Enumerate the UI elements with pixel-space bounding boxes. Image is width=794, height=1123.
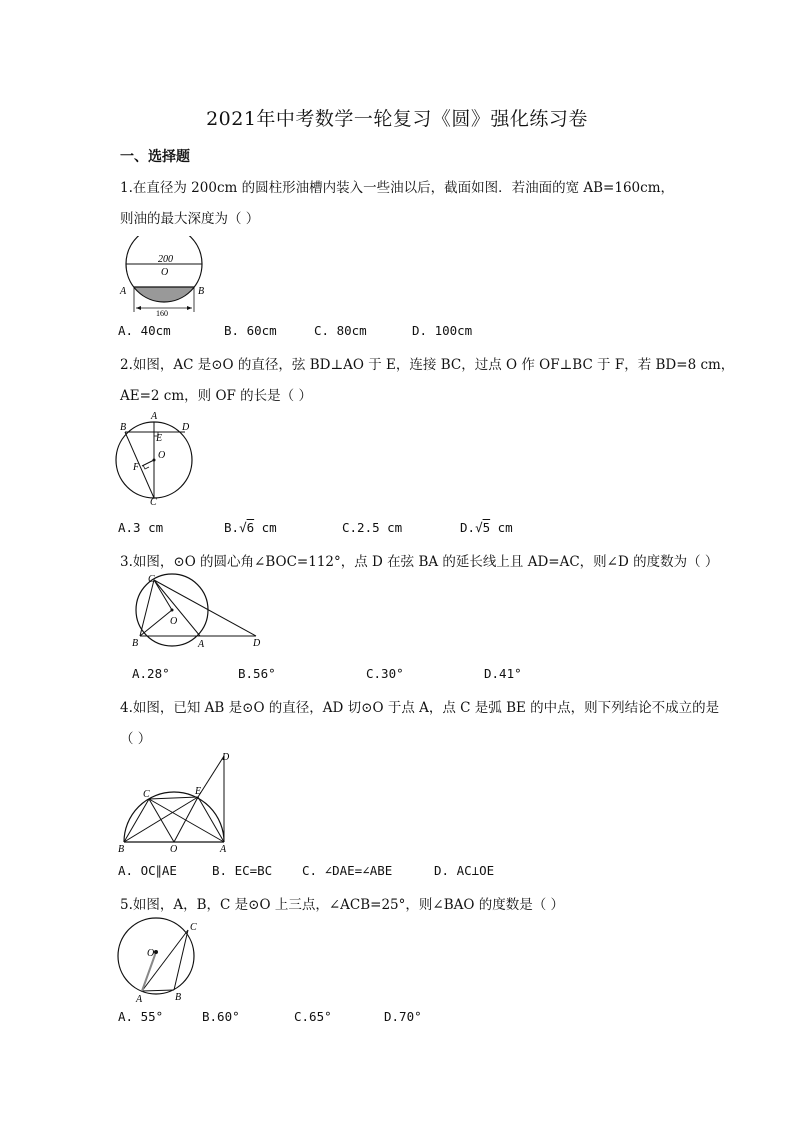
segment-ce — [149, 797, 198, 799]
q5-option-c[interactable]: C.65° — [294, 1009, 332, 1024]
segment-ab — [142, 990, 174, 991]
label-chord: 160 — [156, 309, 168, 318]
question-2-stem-line1: 2.如图，AC 是⊙O 的直径，弦 BD⊥AO 于 E，连接 BC，过点 O 作 OF⊥BC 于 F，若 BD=8 cm， — [120, 357, 735, 373]
circle-o — [118, 918, 194, 994]
label-d: D — [222, 752, 230, 763]
q1-option-d[interactable]: D. 100cm — [412, 323, 473, 338]
q1-option-a[interactable]: A. 40cm — [118, 323, 171, 338]
q5-option-b[interactable]: B.60° — [202, 1009, 240, 1024]
q4-option-a[interactable]: A. OC∥AE — [118, 863, 177, 878]
q2-option-a[interactable]: A.3 cm — [118, 520, 164, 535]
label-o: O — [170, 844, 178, 854]
page-title: 2021年中考数学一轮复习《圆》强化练习卷 — [206, 108, 588, 130]
label-e: E — [156, 433, 163, 444]
label-c: C — [150, 497, 157, 506]
segment-co — [149, 799, 174, 842]
label-c: C — [148, 574, 155, 585]
question-2-figure — [112, 408, 202, 506]
label-o: O — [158, 450, 166, 461]
label-b: B — [198, 286, 205, 297]
question-3-stem: 3.如图，⊙O 的圆心角∠BOC=112°，点 D 在弦 BA 的延长线上且 AD=AC，则∠D 的度数为（ ） — [120, 554, 719, 570]
label-d: D — [253, 638, 261, 649]
q1-option-c[interactable]: C. 80cm — [314, 323, 367, 338]
question-1-stem-line1: 1.在直径为 200cm 的圆柱形油槽内装入一些油以后，截面如图．若油面的宽 AB=160cm， — [120, 180, 674, 196]
label-f: F — [133, 462, 140, 473]
segment-cb — [140, 580, 154, 636]
question-4-stem-line1: 4.如图，已知 AB 是⊙O 的直径，AD 切⊙O 于点 A，点 C 是弧 BE 的中点，则下列结论不成立的是 — [120, 700, 720, 716]
label-a: A — [136, 994, 143, 1005]
question-5-figure — [114, 914, 204, 1006]
section-heading: 一、选择题 — [120, 149, 190, 165]
question-2-stem-line2: AE=2 cm，则 OF 的长是（ ） — [120, 388, 312, 404]
label-diameter: 200 — [158, 254, 173, 265]
q2-option-c[interactable]: C.2.5 cm — [342, 520, 403, 535]
q5-option-d[interactable]: D.70° — [384, 1009, 422, 1024]
segment-de — [198, 756, 224, 797]
label-c: C — [190, 922, 197, 933]
label-a: A — [151, 411, 158, 422]
question-4-stem-line2: （ ） — [120, 731, 152, 747]
question-1-figure — [118, 236, 210, 318]
q3-option-d[interactable]: D.41° — [484, 666, 522, 681]
segment-cd — [154, 580, 256, 636]
label-o: O — [170, 616, 178, 627]
oil-region — [134, 287, 194, 302]
label-b: B — [120, 422, 127, 433]
q3-option-b[interactable]: B.56° — [238, 666, 276, 681]
q3-option-c[interactable]: C.30° — [366, 666, 404, 681]
q4-option-d[interactable]: D. AC⊥OE — [434, 863, 495, 878]
label-center: O — [161, 267, 169, 278]
label-e: E — [195, 786, 202, 797]
segment-bc — [125, 432, 154, 498]
label-a: A — [120, 286, 127, 297]
q2-option-b[interactable]: B.√6 cm — [224, 520, 277, 535]
segment-bc — [124, 799, 149, 842]
question-1-stem-line2: 则油的最大深度为（ ） — [120, 211, 260, 227]
label-c: C — [143, 789, 150, 800]
label-a: A — [198, 639, 205, 650]
label-o: O — [147, 948, 155, 959]
label-d: D — [182, 422, 190, 433]
segment-ca — [154, 580, 200, 636]
question-4-figure — [114, 750, 234, 854]
question-5-stem: 5.如图，A，B，C 是⊙O 上三点，∠ACB=25°，则∠BAO 的度数是（ ） — [120, 897, 565, 913]
q4-option-c[interactable]: C. ∠DAE=∠ABE — [302, 863, 393, 878]
q5-option-a[interactable]: A. 55° — [118, 1009, 164, 1024]
label-b: B — [118, 844, 125, 854]
label-b: B — [175, 992, 182, 1003]
q3-option-a[interactable]: A.28° — [132, 666, 170, 681]
q2-option-d[interactable]: D.√5 cm — [460, 520, 513, 535]
q1-option-b[interactable]: B. 60cm — [224, 323, 277, 338]
label-b: B — [132, 638, 139, 649]
question-3-figure — [128, 572, 268, 652]
segment-ea — [198, 797, 224, 842]
segment-bo — [140, 610, 172, 636]
label-a: A — [220, 844, 227, 854]
segment-of — [142, 460, 154, 466]
q4-option-b[interactable]: B. EC=BC — [212, 863, 273, 878]
